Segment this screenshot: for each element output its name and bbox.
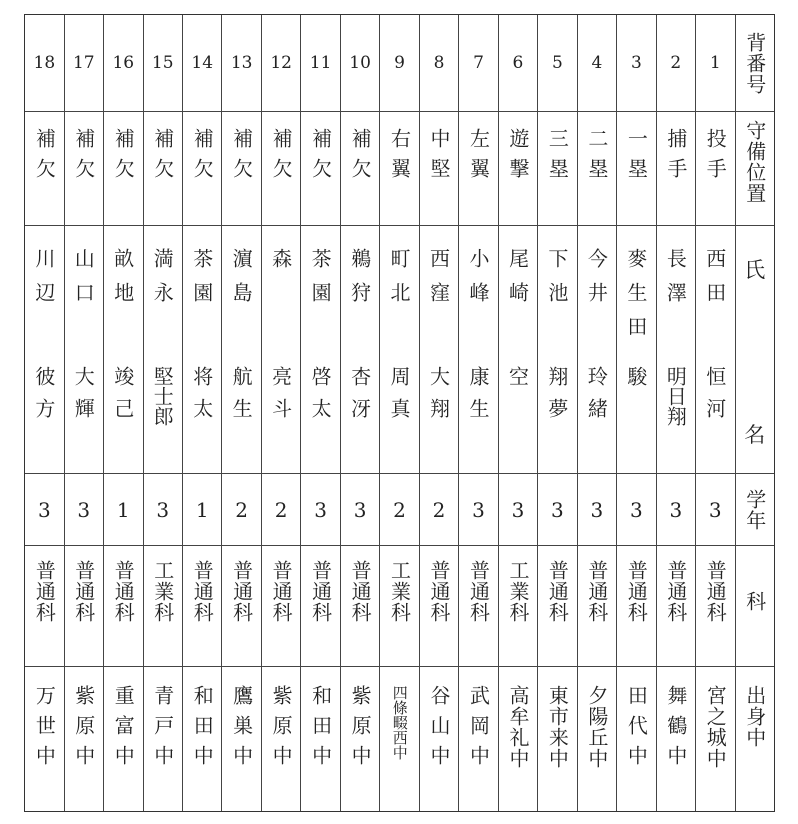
player-school-text: 谷山中	[427, 685, 452, 775]
player-school-text: 鷹巣中	[229, 685, 254, 775]
player-school-text: 東市来中	[545, 685, 570, 769]
player-school	[380, 667, 418, 811]
player-school-text: 紫原中	[71, 685, 96, 775]
player-position-text: 右翼	[387, 128, 412, 188]
player-given-name: 大輝	[71, 366, 96, 430]
player-course-text: 普通科	[71, 560, 96, 623]
player-given-name: 明日翔	[663, 366, 688, 426]
player-grade	[183, 474, 221, 546]
player-given-name: 康生	[465, 366, 490, 430]
player-number-text: 10	[349, 53, 371, 73]
player-school	[459, 667, 497, 811]
player-school-text: 万世中	[32, 685, 57, 775]
player-number	[144, 15, 182, 112]
player-position-text: 補欠	[229, 128, 254, 188]
player-position-text: 補欠	[308, 128, 333, 188]
player-course	[104, 546, 142, 667]
player-grade	[499, 474, 537, 546]
player-number	[301, 15, 339, 112]
player-grade	[65, 474, 103, 546]
player-family-name: 小峰	[465, 248, 490, 316]
player-position-text: 三塁	[545, 128, 570, 188]
player-grade-text: 3	[353, 497, 367, 522]
player-grade	[420, 474, 458, 546]
header-name-bottom: 名	[744, 423, 766, 447]
player-position	[617, 112, 655, 226]
player-school-text: 和田中	[190, 685, 215, 775]
player-number	[65, 15, 103, 112]
player-name	[341, 226, 379, 474]
player-course	[380, 546, 418, 667]
player-name	[25, 226, 63, 474]
player-position-text: 補欠	[32, 128, 57, 188]
player-grade	[578, 474, 616, 546]
player-position-text: 捕手	[663, 128, 688, 188]
player-course	[459, 546, 497, 667]
player-given-name: 将太	[189, 366, 214, 430]
player-position	[25, 112, 63, 226]
player-given-name: 恒河	[702, 366, 727, 430]
player-course-text: 普通科	[663, 560, 688, 623]
player-name	[183, 226, 221, 474]
player-name	[380, 226, 418, 474]
player-name	[420, 226, 458, 474]
player-position	[65, 112, 103, 226]
player-family-name: 町北	[387, 248, 412, 316]
player-grade-text: 2	[235, 497, 249, 522]
player-family-name: 畝地	[110, 248, 135, 316]
player-name	[617, 226, 655, 474]
player-family-name: 満永	[150, 248, 175, 316]
player-grade-text: 3	[511, 497, 525, 522]
header-grade: 学年	[736, 474, 774, 546]
player-number-text: 14	[191, 53, 214, 73]
player-grade	[459, 474, 497, 546]
player-position	[183, 112, 221, 226]
player-name	[499, 226, 537, 474]
player-number	[617, 15, 655, 112]
player-number	[657, 15, 695, 112]
player-column	[340, 15, 379, 811]
player-number-text: 16	[112, 53, 135, 73]
player-school-text: 宮之城中	[703, 685, 728, 769]
player-number-text: 12	[270, 53, 292, 73]
player-school	[499, 667, 537, 811]
header-number: 背番号	[736, 15, 774, 112]
player-family-name: 川辺	[31, 248, 56, 316]
player-grade-text: 3	[669, 497, 683, 522]
player-grade-text: 3	[551, 497, 564, 522]
player-school-text: 紫原中	[348, 685, 373, 775]
player-grade-text: 2	[393, 497, 406, 522]
player-number-text: 17	[72, 53, 95, 73]
player-given-name: 周真	[387, 366, 412, 430]
player-school	[696, 667, 734, 811]
player-name	[696, 226, 734, 474]
player-grade	[262, 474, 300, 546]
player-number	[104, 15, 142, 112]
player-school	[301, 667, 339, 811]
player-grade-text: 3	[590, 497, 604, 522]
player-course-text: 工業科	[387, 560, 412, 623]
player-course	[617, 546, 655, 667]
player-number	[222, 15, 260, 112]
player-grade-text: 2	[432, 497, 446, 522]
player-number	[578, 15, 616, 112]
player-given-name: 啓太	[308, 366, 333, 430]
player-position	[459, 112, 497, 226]
player-grade	[538, 474, 576, 546]
player-course-text: 普通科	[584, 560, 609, 623]
player-position-text: 補欠	[111, 128, 136, 188]
player-column	[379, 15, 418, 811]
player-family-name: 尾崎	[505, 248, 530, 316]
player-school	[420, 667, 458, 811]
player-course	[144, 546, 182, 667]
player-name	[262, 226, 300, 474]
player-column	[261, 15, 300, 811]
player-position-text: 補欠	[190, 128, 215, 188]
player-family-name: 今井	[584, 248, 609, 316]
player-grade-text: 3	[629, 497, 643, 522]
player-number-text: 15	[151, 53, 174, 73]
player-position	[380, 112, 418, 226]
player-given-name: 亮斗	[268, 366, 293, 430]
player-course-text: 普通科	[269, 560, 294, 623]
player-course-text: 工業科	[150, 560, 175, 623]
player-name	[65, 226, 103, 474]
player-grade-text: 1	[116, 497, 130, 522]
player-grade	[380, 474, 418, 546]
player-school-text: 和田中	[308, 685, 333, 775]
player-number-text: 5	[552, 53, 563, 73]
player-number-text: 13	[230, 53, 253, 73]
player-course	[657, 546, 695, 667]
player-position-text: 補欠	[269, 128, 294, 188]
player-course-text: 普通科	[348, 560, 373, 623]
player-grade	[617, 474, 655, 546]
player-course	[183, 546, 221, 667]
player-number	[538, 15, 576, 112]
player-name	[222, 226, 260, 474]
player-school-text: 四條畷西中	[390, 685, 409, 760]
player-number	[25, 15, 63, 112]
player-school	[341, 667, 379, 811]
player-given-name: 空	[505, 366, 530, 398]
player-course	[696, 546, 734, 667]
player-column	[656, 15, 695, 811]
player-column	[103, 15, 142, 811]
player-grade	[222, 474, 260, 546]
player-school	[578, 667, 616, 811]
player-column	[419, 15, 458, 811]
player-grade	[696, 474, 734, 546]
player-position	[696, 112, 734, 226]
player-school-text: 武岡中	[466, 685, 491, 775]
player-course	[538, 546, 576, 667]
player-number-text: 6	[512, 53, 524, 73]
player-position	[262, 112, 300, 226]
player-name	[657, 226, 695, 474]
player-position-text: 左翼	[466, 128, 491, 188]
player-family-name: 鵜狩	[347, 248, 372, 316]
player-column	[300, 15, 339, 811]
player-family-name: 濵島	[229, 248, 254, 316]
player-column	[577, 15, 616, 811]
player-course-text: 普通科	[190, 560, 215, 623]
player-grade-text: 2	[274, 497, 288, 522]
player-course-text: 普通科	[545, 560, 570, 623]
player-position	[657, 112, 695, 226]
player-given-name: 翔夢	[544, 366, 569, 430]
player-course-text: 普通科	[624, 560, 649, 623]
player-course	[301, 546, 339, 667]
player-position-text: 補欠	[150, 128, 175, 188]
player-name	[301, 226, 339, 474]
player-position-text: 遊撃	[505, 128, 530, 188]
player-column	[458, 15, 497, 811]
player-column	[25, 15, 63, 811]
player-course-text: 普通科	[703, 560, 728, 623]
player-school-text: 夕陽丘中	[584, 685, 609, 769]
player-family-name: 西窪	[426, 248, 451, 316]
player-grade-text: 3	[472, 497, 485, 522]
player-school	[657, 667, 695, 811]
header-course: 科	[736, 546, 774, 667]
player-school-text: 舞鶴中	[663, 685, 688, 775]
player-number	[183, 15, 221, 112]
player-number	[499, 15, 537, 112]
player-given-name: 堅士郎	[150, 366, 175, 426]
player-position	[222, 112, 260, 226]
player-family-name: 茶園	[189, 248, 214, 316]
player-grade-text: 3	[314, 497, 327, 522]
player-position	[144, 112, 182, 226]
player-position	[499, 112, 537, 226]
player-school	[104, 667, 142, 811]
player-position	[578, 112, 616, 226]
player-school-text: 重富中	[111, 685, 136, 775]
player-grade-text: 3	[708, 497, 722, 522]
player-number	[696, 15, 734, 112]
player-course-text: 普通科	[229, 560, 254, 623]
player-position	[104, 112, 142, 226]
player-course	[222, 546, 260, 667]
player-family-name: 長澤	[663, 248, 688, 316]
header-name-top: 氏	[744, 258, 766, 282]
player-position-text: 投手	[703, 128, 728, 188]
player-number-text: 7	[473, 53, 484, 73]
player-number-text: 3	[630, 53, 642, 73]
player-given-name: 駿	[623, 366, 648, 398]
player-position-text: 中堅	[427, 128, 452, 188]
player-family-name: 西田	[702, 248, 727, 316]
player-given-name: 彼方	[31, 366, 56, 430]
player-name	[144, 226, 182, 474]
player-school	[65, 667, 103, 811]
player-school-text: 高牟礼中	[505, 685, 530, 769]
roster-table	[24, 14, 775, 812]
player-number	[459, 15, 497, 112]
player-name	[104, 226, 142, 474]
player-family-name: 森	[268, 248, 293, 282]
player-number	[341, 15, 379, 112]
player-family-name: 麥生田	[623, 248, 648, 350]
player-school	[144, 667, 182, 811]
player-column	[537, 15, 576, 811]
player-number	[262, 15, 300, 112]
player-grade	[301, 474, 339, 546]
player-school-text: 紫原中	[269, 685, 294, 775]
player-grade	[104, 474, 142, 546]
player-number	[420, 15, 458, 112]
player-family-name: 下池	[544, 248, 569, 316]
player-course-text: 普通科	[32, 560, 57, 623]
player-school	[222, 667, 260, 811]
player-grade-text: 1	[195, 497, 209, 522]
player-position-text: 一塁	[624, 128, 649, 188]
player-position	[341, 112, 379, 226]
header-school: 出身中	[742, 685, 767, 748]
player-position	[301, 112, 339, 226]
player-course	[420, 546, 458, 667]
player-position-text: 二塁	[584, 128, 609, 188]
player-grade	[657, 474, 695, 546]
player-position-text: 補欠	[348, 128, 373, 188]
player-course	[65, 546, 103, 667]
player-given-name: 航生	[229, 366, 254, 430]
player-course-text: 普通科	[111, 560, 136, 623]
player-family-name: 茶園	[308, 248, 333, 316]
player-grade-text: 3	[77, 497, 91, 522]
player-number-text: 2	[670, 53, 682, 73]
player-column	[221, 15, 260, 811]
player-position	[420, 112, 458, 226]
header-position: 守備位置	[736, 112, 774, 226]
player-school-text: 田代中	[624, 685, 649, 775]
player-column	[143, 15, 182, 811]
player-position-text: 補欠	[71, 128, 96, 188]
player-course-text: 普通科	[466, 560, 491, 623]
player-given-name: 大翔	[426, 366, 451, 430]
player-number-text: 11	[309, 53, 332, 73]
player-name	[578, 226, 616, 474]
player-column	[498, 15, 537, 811]
player-number	[380, 15, 418, 112]
player-course	[499, 546, 537, 667]
player-number-text: 1	[709, 53, 721, 73]
player-number-text: 9	[394, 53, 405, 73]
player-course	[262, 546, 300, 667]
player-course	[578, 546, 616, 667]
player-name	[459, 226, 497, 474]
player-grade	[25, 474, 63, 546]
player-school	[262, 667, 300, 811]
header-column	[735, 15, 774, 811]
header-name	[736, 226, 774, 474]
player-given-name: 杏冴	[347, 366, 372, 430]
player-course	[25, 546, 63, 667]
player-column	[64, 15, 103, 811]
player-column	[616, 15, 655, 811]
player-given-name: 玲緒	[584, 366, 609, 430]
player-number-text: 4	[591, 53, 603, 73]
player-name	[538, 226, 576, 474]
player-school	[25, 667, 63, 811]
player-position	[538, 112, 576, 226]
player-grade-text: 3	[156, 497, 170, 522]
player-grade	[341, 474, 379, 546]
player-grade	[144, 474, 182, 546]
player-given-name: 竣己	[110, 366, 135, 430]
player-family-name: 山口	[71, 248, 96, 316]
player-number-text: 18	[33, 53, 56, 73]
player-column	[695, 15, 734, 811]
player-course	[341, 546, 379, 667]
player-course-text: 工業科	[505, 560, 530, 623]
player-course-text: 普通科	[308, 560, 333, 623]
player-school	[183, 667, 221, 811]
player-grade-text: 3	[37, 497, 51, 522]
player-column	[182, 15, 221, 811]
player-course-text: 普通科	[427, 560, 452, 623]
player-school	[617, 667, 655, 811]
player-school-text: 青戸中	[150, 685, 175, 775]
player-number-text: 8	[433, 53, 445, 73]
player-school	[538, 667, 576, 811]
